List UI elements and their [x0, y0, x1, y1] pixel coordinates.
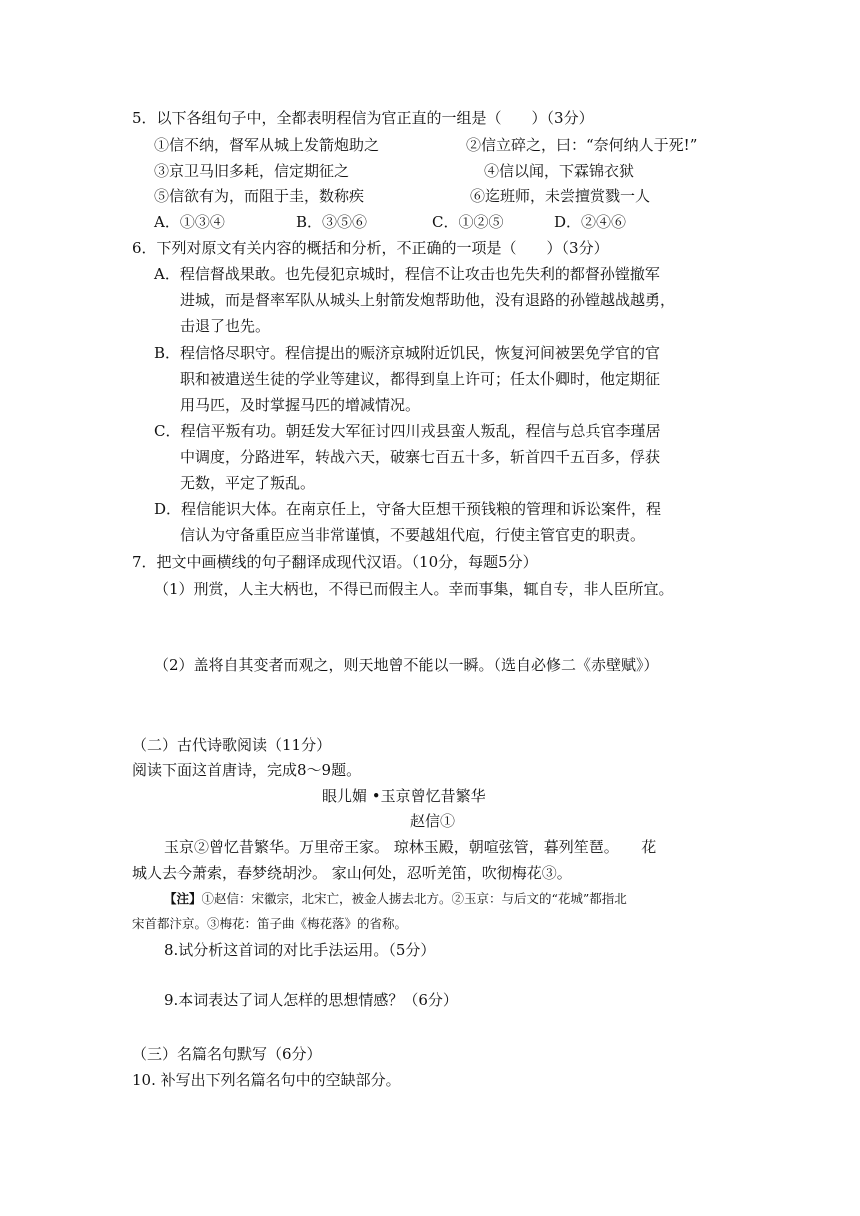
- q5-option-b: B．③⑤⑥: [296, 213, 368, 231]
- q5-option-c: C．①②⑤: [432, 213, 504, 231]
- q6-option-a-line1: A．程信督战果敢。也先侵犯京城时，程信不让攻击也先失利的都督孙镗撤军: [154, 265, 660, 283]
- poem-line-1: 玉京②曾忆昔繁华。万里帝王家。 琼林玉殿，朝喧弦管，暮列笙琶。 花: [164, 838, 657, 856]
- q5-item-1: ①信不纳，督军从城上发箭炮助之: [154, 136, 380, 154]
- q7-stem: 7．把文中画横线的句子翻译成现代汉语。（10分，每题5分）: [132, 553, 538, 571]
- q6-option-b-line2: 职和被遣送生徒的学业等建议，都得到皇上许可；任太仆卿时，他定期征: [180, 370, 661, 388]
- q6-option-a-line3: 击退了也先。: [180, 317, 271, 335]
- q5-item-3: ③京卫马旧多耗，信定期征之: [154, 162, 350, 180]
- q5-item-2: ②信立碎之，曰：“奈何纳人于死!”: [466, 136, 698, 154]
- q10: 10. 补写出下列名篇名句中的空缺部分。: [132, 1071, 401, 1089]
- section2-instruction: 阅读下面这首唐诗，完成8～9题。: [132, 761, 362, 779]
- q6-option-c-line2: 中调度，分路进军，转战六天，破寨七百五十多，斩首四千五百多，俘获: [180, 448, 661, 466]
- q6-option-d-line1: D．程信能识大体。在南京任上，守备大臣想干预钱粮的管理和诉讼案件，程: [154, 500, 662, 518]
- poem-note-line-1: [164, 889, 627, 909]
- section2-heading: （二）古代诗歌阅读（11分）: [132, 736, 332, 754]
- poem-line-2: 城人去今萧索，春梦绕胡沙。 家山何处，忍听羌笛，吹彻梅花③。: [132, 864, 572, 882]
- q5-option-a: A．①③④: [154, 213, 225, 231]
- note-label: 【注】: [164, 891, 202, 906]
- poem-note-line-2: 宋首都汴京。③梅花：笛子曲《梅花落》的省称。: [132, 916, 408, 931]
- q5-item-6: ⑥迄班师，未尝擅赏戮一人: [470, 187, 651, 205]
- section3-heading: （三）名篇名句默写（6分）: [132, 1045, 322, 1063]
- q6-option-c-line1: C．程信平叛有功。朝廷发大军征讨四川戎县蛮人叛乱，程信与总兵官李瑾居: [154, 422, 661, 440]
- q9: 9.本词表达了词人怎样的思想情感？（6分）: [164, 991, 458, 1009]
- q6-stem: 6．下列对原文有关内容的概括和分析，不正确的一项是（ ）（3分）: [132, 239, 609, 257]
- q5-item-4: ④信以闻，下霖锦衣狱: [484, 162, 635, 180]
- poem-title: 眼儿媚 •玉京曾忆昔繁华: [322, 787, 486, 805]
- q8: 8.试分析这首词的对比手法运用。（5分）: [164, 941, 436, 959]
- q6-option-c-line3: 无数，平定了叛乱。: [180, 474, 316, 492]
- poem-author: 赵信①: [410, 812, 456, 830]
- q6-option-b-line3: 用马匹，及时掌握马匹的增减情况。: [180, 396, 421, 414]
- q7-sentence-2: （2）盖将自其变者而观之，则天地曾不能以一瞬。（选自必修二《赤壁赋》）: [154, 656, 659, 674]
- q5-item-5: ⑤信欲有为，而阻于圭，数称疾: [154, 187, 365, 205]
- q7-sentence-1: （1）刑赏，人主大柄也，不得已而假主人。幸而事集，辄自专，非人臣所宜。: [154, 580, 674, 598]
- note-text-1: ①赵信：宋徽宗，北宋亡，被金人掳去北方。②玉京：与后文的“花城”都指北: [201, 891, 627, 906]
- q6-option-b-line1: B．程信恪尽职守。程信提出的赈济京城附近饥民，恢复河间被罢免学官的官: [154, 344, 661, 362]
- q5-option-d: D．②④⑥: [554, 213, 627, 231]
- q5-stem: 5．以下各组句子中，全都表明程信为官正直的一组是（ ）（3分）: [132, 109, 594, 127]
- q6-option-a-line2: 进城，而是督率军队从城头上射箭发炮帮助他，没有退路的孙镗越战越勇，: [180, 291, 676, 309]
- q6-option-d-line2: 信认为守备重臣应当非常谨慎，不要越俎代庖，行使主管官吏的职责。: [180, 526, 646, 544]
